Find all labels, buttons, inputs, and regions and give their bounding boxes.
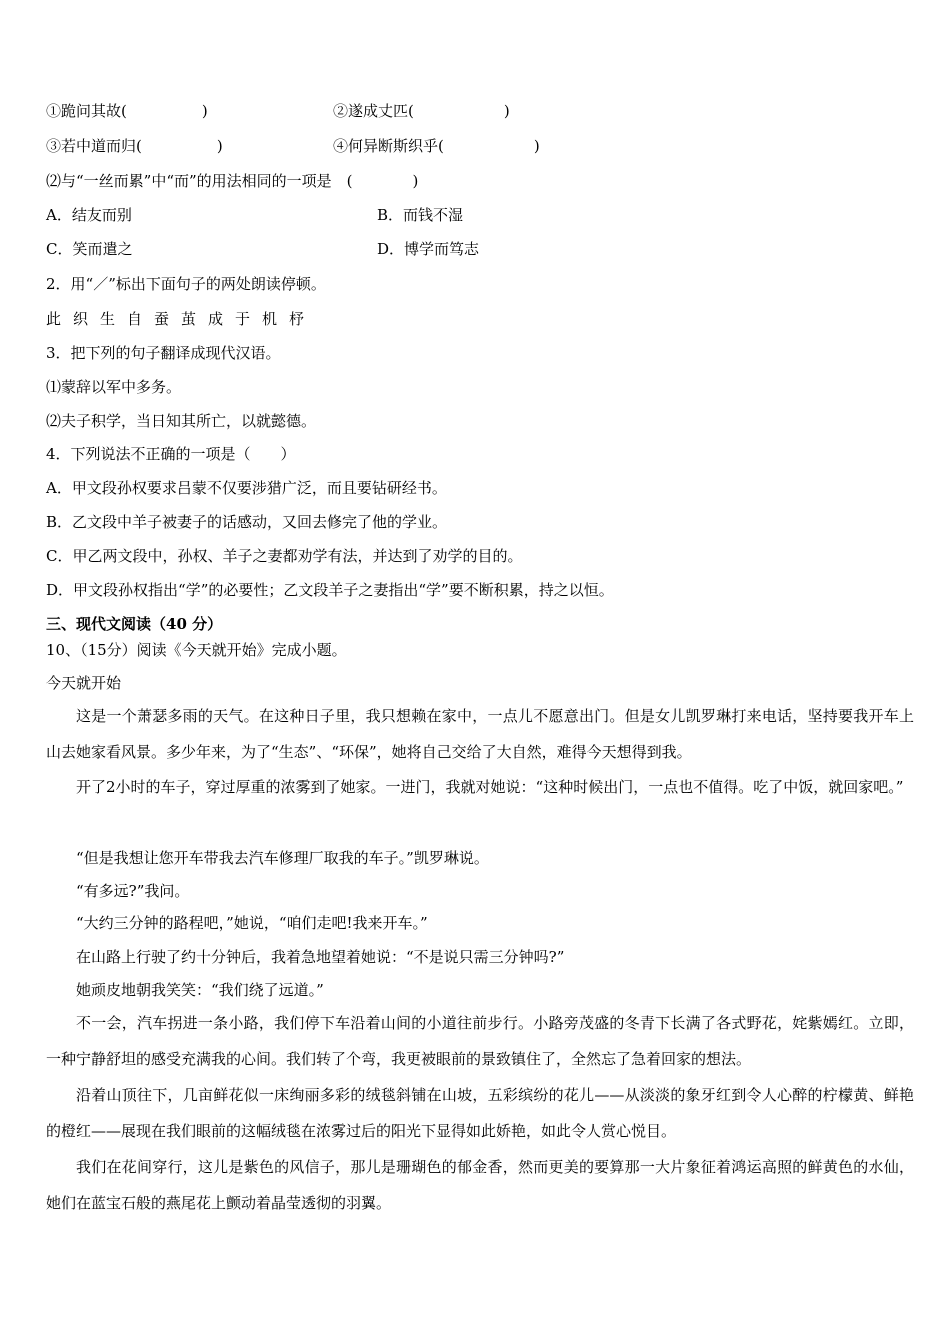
article-title: 今天就开始 (46, 674, 122, 692)
q4-prompt: 4．下列说法不正确的一项是（ ） (46, 445, 296, 463)
paragraph-8: 不一会，汽车拐进一条小路，我们停下车沿着山间的小道往前步行。小路旁茂盛的冬青下长满了各式野花，姹紫嫣红。立即，一种宁静舒坦的感受充满我的心间。我们转了个弯，我更被眼前的景致镇住了，全然忘了急着回家的想法。 (46, 1014, 914, 1068)
q1-item-2: ②遂成丈匹( ) (333, 102, 510, 120)
q1-option-c: C．笑而遣之 (46, 240, 133, 258)
q3-prompt: 3．把下列的句子翻译成现代汉语。 (46, 344, 281, 362)
q1-item-3: ③若中道而归( ) (46, 137, 223, 155)
paragraph-6: 在山路上行驶了约十分钟后，我着急地望着她说：“不是说只需三分钟吗?” (76, 948, 565, 966)
paragraph-9: 沿着山顶往下，几亩鲜花似一床绚丽多彩的绒毯斜铺在山坡，五彩缤纷的花儿——从淡淡的象牙红到令人心醉的柠檬黄、鲜艳的橙红——展现在我们眼前的这幅绒毯在浓雾过后的阳光下显得如此娇艳，如此令人赏心悦目。 (46, 1086, 914, 1140)
q1-option-b: B．而钱不湿 (377, 206, 464, 224)
q1-item-1: ①跪问其故( ) (46, 102, 208, 120)
q2-sentence: 此织生自蚕茧成于机杼 (46, 310, 317, 328)
q4-option-d: D．甲文段孙权指出“学”的必要性；乙文段羊子之妻指出“学”要不断积累，持之以恒。 (46, 581, 614, 599)
q1-sub2-prompt: ⑵与“一丝而累”中“而”的用法相同的一项是 ( ) (46, 172, 419, 190)
paragraph-3: “但是我想让您开车带我去汽车修理厂取我的车子。”凯罗琳说。 (76, 849, 489, 867)
paragraph-2: 开了2小时的车子，穿过厚重的浓雾到了她家。一进门，我就对她说：“这种时候出门，一点也不值得。吃了中饭，就回家吧。” (76, 778, 904, 796)
q2-prompt: 2．用“／”标出下面句子的两处朗读停顿。 (46, 275, 326, 293)
paragraph-1: 这是一个萧瑟多雨的天气。在这种日子里，我只想赖在家中，一点儿不愿意出门。但是女儿凯罗琳打来电话，坚持要我开车上山去她家看风景。多少年来，为了“生态”、“环保”，她将自己交给了大自然，难得今天想得到我。 (46, 707, 914, 761)
q4-option-a: A．甲文段孙权要求吕蒙不仅要涉猎广泛，而且要钻研经书。 (46, 479, 447, 497)
q1-item-4: ④何异断斯织乎( ) (333, 137, 540, 155)
q3-sentence-2: ⑵夫子积学，当日知其所亡，以就懿德。 (46, 412, 317, 430)
section-heading: 三、现代文阅读（40 分） (46, 615, 223, 633)
q4-option-c: C．甲乙两文段中，孙权、羊子之妻都劝学有法，并达到了劝学的目的。 (46, 547, 523, 565)
q3-sentence-1: ⑴蒙辞以军中多务。 (46, 378, 182, 396)
q4-option-b: B．乙文段中羊子被妻子的话感动，又回去修完了他的学业。 (46, 513, 448, 531)
paragraph-5: “大约三分钟的路程吧，”她说，“咱们走吧!我来开车。” (76, 914, 428, 932)
paragraph-4: “有多远?”我问。 (76, 882, 190, 900)
q10-prompt: 10、（15分）阅读《今天就开始》完成小题。 (46, 641, 347, 659)
paragraph-10: 我们在花间穿行，这儿是紫色的风信子，那儿是珊瑚色的郁金香，然而更美的要算那一大片象征着鸿运高照的鲜黄色的水仙，她们在蓝宝石般的燕尾花上颤动着晶莹透彻的羽翼。 (46, 1158, 914, 1212)
paragraph-7: 她顽皮地朝我笑笑：“我们绕了远道。” (76, 981, 324, 999)
q1-option-d: D．博学而笃志 (377, 240, 480, 258)
q1-option-a: A．结友而别 (46, 206, 132, 224)
